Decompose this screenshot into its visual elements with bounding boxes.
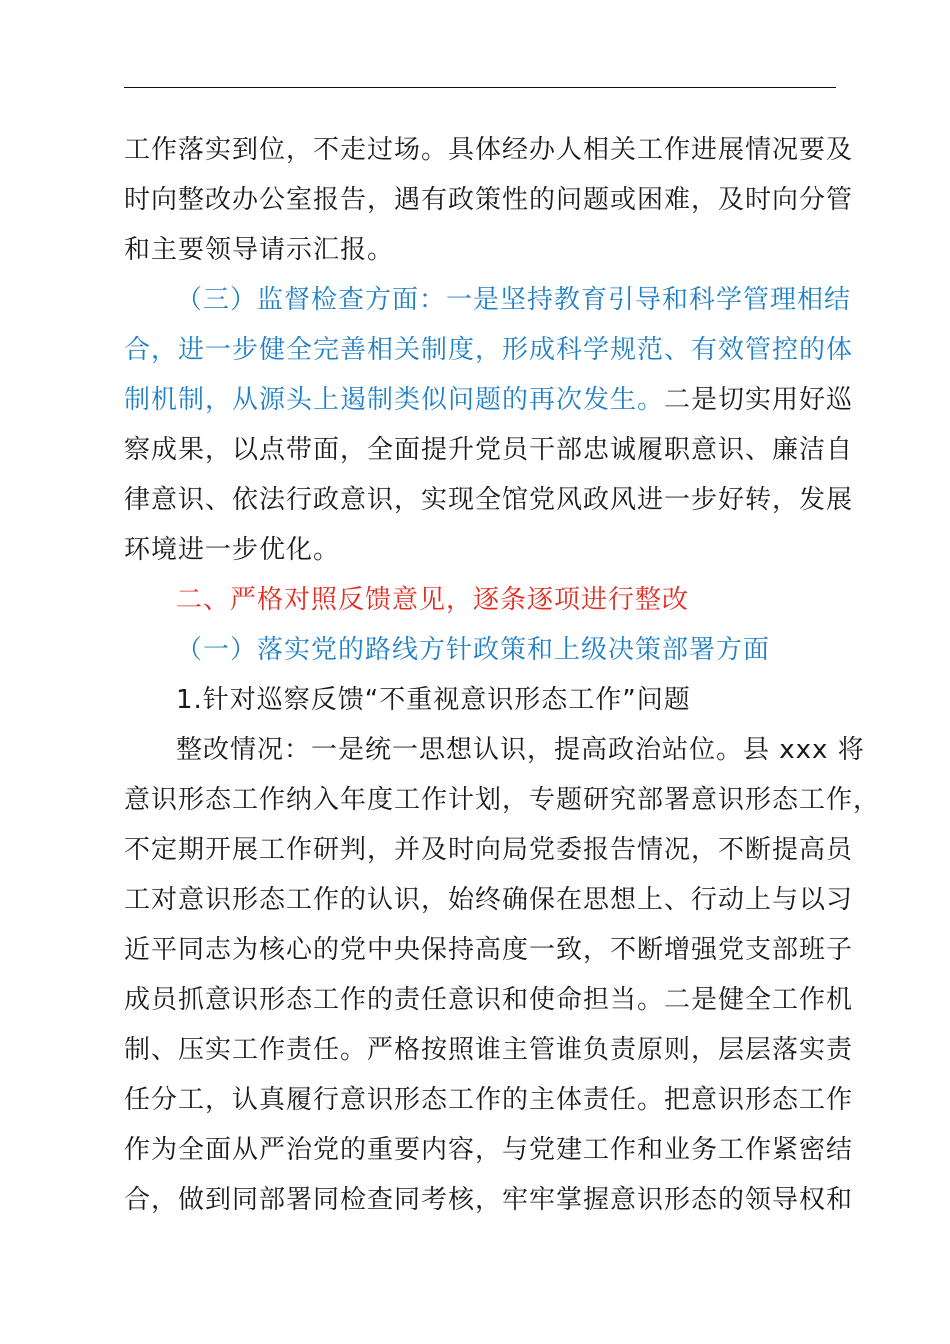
- item-heading: 1.针对巡察反馈“不重视意识形态工作”问题: [176, 685, 691, 715]
- section-heading-policy: （一）落实党的路线方针政策和上级决策部署方面: [176, 635, 771, 665]
- paragraph-line: 合，进一步健全完善相关制度，形成科学规范、有效管控的体: [124, 335, 854, 365]
- paragraph-line: 环境进一步优化。: [124, 535, 341, 565]
- paragraph-line: [124, 375, 864, 425]
- paragraph-line: 律意识、依法行政意识，实现全馆党风政风进一步好转，发展: [124, 485, 854, 515]
- paragraph-line: 时向整改办公室报告，遇有政策性的问题或困难，及时向分管: [124, 185, 854, 215]
- plain-text: 二是切实用好巡: [664, 385, 854, 415]
- paragraph-line: 察成果，以点带面，全面提升党员干部忠诚履职意识、廉洁自: [124, 435, 854, 465]
- chapter-heading: 二、严格对照反馈意见，逐条逐项进行整改: [176, 585, 690, 615]
- paragraph-line: 和主要领导请示汇报。: [124, 235, 395, 265]
- highlighted-text: 制机制，从源头上遏制类似问题的再次发生。: [124, 385, 665, 415]
- paragraph-line: 意识形态工作纳入年度工作计划，专题研究部署意识形态工作，: [124, 785, 881, 815]
- section-heading-supervision: （三）监督检查方面：一是坚持教育引导和科学管理相结: [176, 285, 852, 315]
- paragraph-line: 不定期开展工作研判，并及时向局党委报告情况，不断提高员: [124, 835, 854, 865]
- paragraph-line: 作为全面从严治党的重要内容，与党建工作和业务工作紧密结: [124, 1135, 854, 1165]
- header-rule: [124, 87, 836, 88]
- paragraph-line: 工对意识形态工作的认识，始终确保在思想上、行动上与以习: [124, 885, 854, 915]
- paragraph-line: 近平同志为核心的党中央保持高度一致，不断增强党支部班子: [124, 935, 854, 965]
- paragraph-line: 成员抓意识形态工作的责任意识和使命担当。二是健全工作机: [124, 985, 854, 1015]
- paragraph-line: 工作落实到位，不走过场。具体经办人相关工作进展情况要及: [124, 135, 854, 165]
- paragraph-line: 合，做到同部署同检查同考核，牢牢掌握意识形态的领导权和: [124, 1185, 854, 1215]
- paragraph-line: 整改情况：一是统一思想认识，提高政治站位。县 xxx 将: [176, 735, 865, 765]
- document-body: [124, 125, 881, 1225]
- paragraph-line: 任分工，认真履行意识形态工作的主体责任。把意识形态工作: [124, 1085, 854, 1115]
- paragraph-line: 制、压实工作责任。严格按照谁主管谁负责原则，层层落实责: [124, 1035, 854, 1065]
